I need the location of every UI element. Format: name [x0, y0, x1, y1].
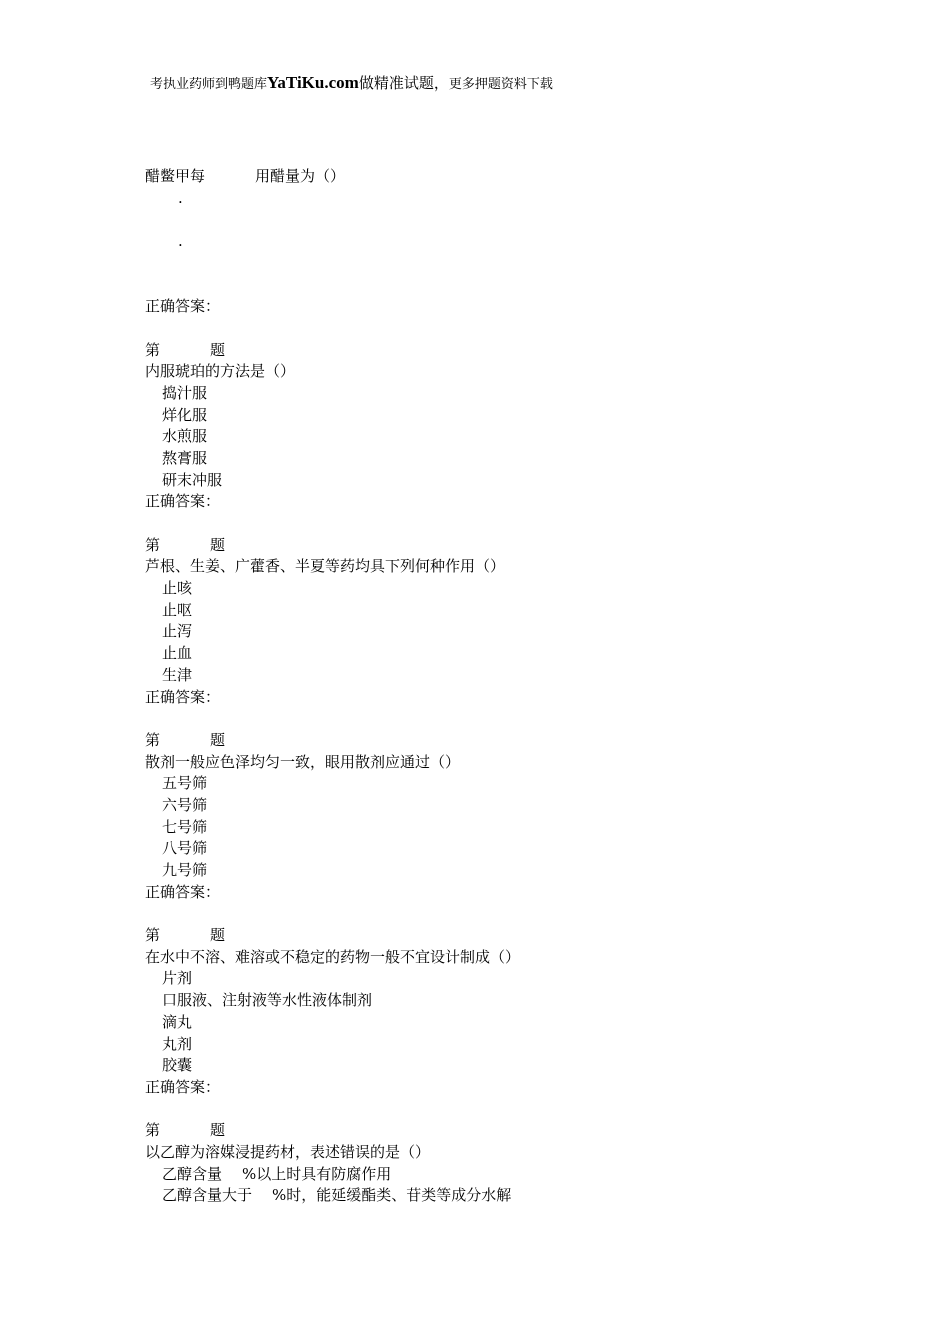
option-item: 止呕: [162, 600, 193, 619]
option-item: 胶囊: [162, 1056, 193, 1075]
question-number: 第 题: [145, 340, 226, 359]
option-item: 水煎服: [162, 427, 208, 446]
header-brand: YaTiKu.com: [267, 73, 359, 92]
question-stem: 内服琥珀的方法是（）: [145, 362, 296, 381]
question-list: [145, 166, 905, 1207]
option-item: 研末冲服: [162, 470, 223, 489]
option-dot: .: [178, 188, 183, 207]
option-item: 片剂: [162, 969, 193, 988]
header-suffix: 更多押题资料下载: [448, 77, 553, 92]
option-item: 七号筛: [162, 817, 208, 836]
answer-label: 正确答案：: [145, 687, 221, 706]
option-item: 捣汁服: [162, 383, 208, 402]
question-number: 第 题: [145, 730, 226, 749]
option-item: 滴丸: [162, 1012, 193, 1031]
header-prefix: 考执业药师到鸭题库: [150, 77, 268, 92]
question-number: 第 题: [145, 926, 226, 945]
option-item: 止血: [162, 644, 193, 663]
answer-label: 正确答案：: [145, 1077, 221, 1096]
option-item: 口服液、注射液等水性液体制剂: [162, 991, 373, 1010]
question-stem: 以乙醇为溶媒浸提药材，表述错误的是（）: [145, 1142, 431, 1161]
question-stem: 在水中不溶、难溶或不稳定的药物一般不宜设计制成（）: [145, 947, 521, 966]
option-item: 生津: [162, 665, 193, 684]
question-stem: 散剂一般应色泽均匀一致，眼用散剂应通过（）: [145, 752, 461, 771]
option-item: 乙醇含量大于 %时，能延缓酯类、苷类等成分水解: [162, 1186, 512, 1205]
question-number: 第 题: [145, 535, 226, 554]
option-item: 八号筛: [162, 839, 208, 858]
answer-label: 正确答案：: [145, 297, 221, 316]
page-header: [150, 72, 553, 96]
option-item: 九号筛: [162, 861, 208, 879]
header-middle: 做精准试题，: [358, 74, 449, 92]
answer-label: 正确答案：: [145, 882, 221, 901]
question-number: 第 题: [145, 1121, 226, 1140]
option-item: 六号筛: [162, 795, 208, 814]
option-item: 丸剂: [162, 1034, 193, 1053]
answer-label: 正确答案：: [145, 492, 221, 511]
option-item: 熬膏服: [162, 448, 208, 467]
option-item: 五号筛: [162, 774, 208, 793]
option-item: 止泻: [162, 622, 193, 641]
option-item: 止咳: [162, 579, 193, 598]
option-item: 烊化服: [162, 405, 208, 424]
question-stem: 芦根、生姜、广藿香、半夏等药均具下列何种作用（）: [145, 557, 506, 576]
question-stem: 醋鳖甲每 用醋量为（）: [145, 167, 346, 185]
option-dot: .: [178, 232, 183, 251]
option-item: 乙醇含量 %以上时具有防腐作用: [162, 1164, 392, 1183]
